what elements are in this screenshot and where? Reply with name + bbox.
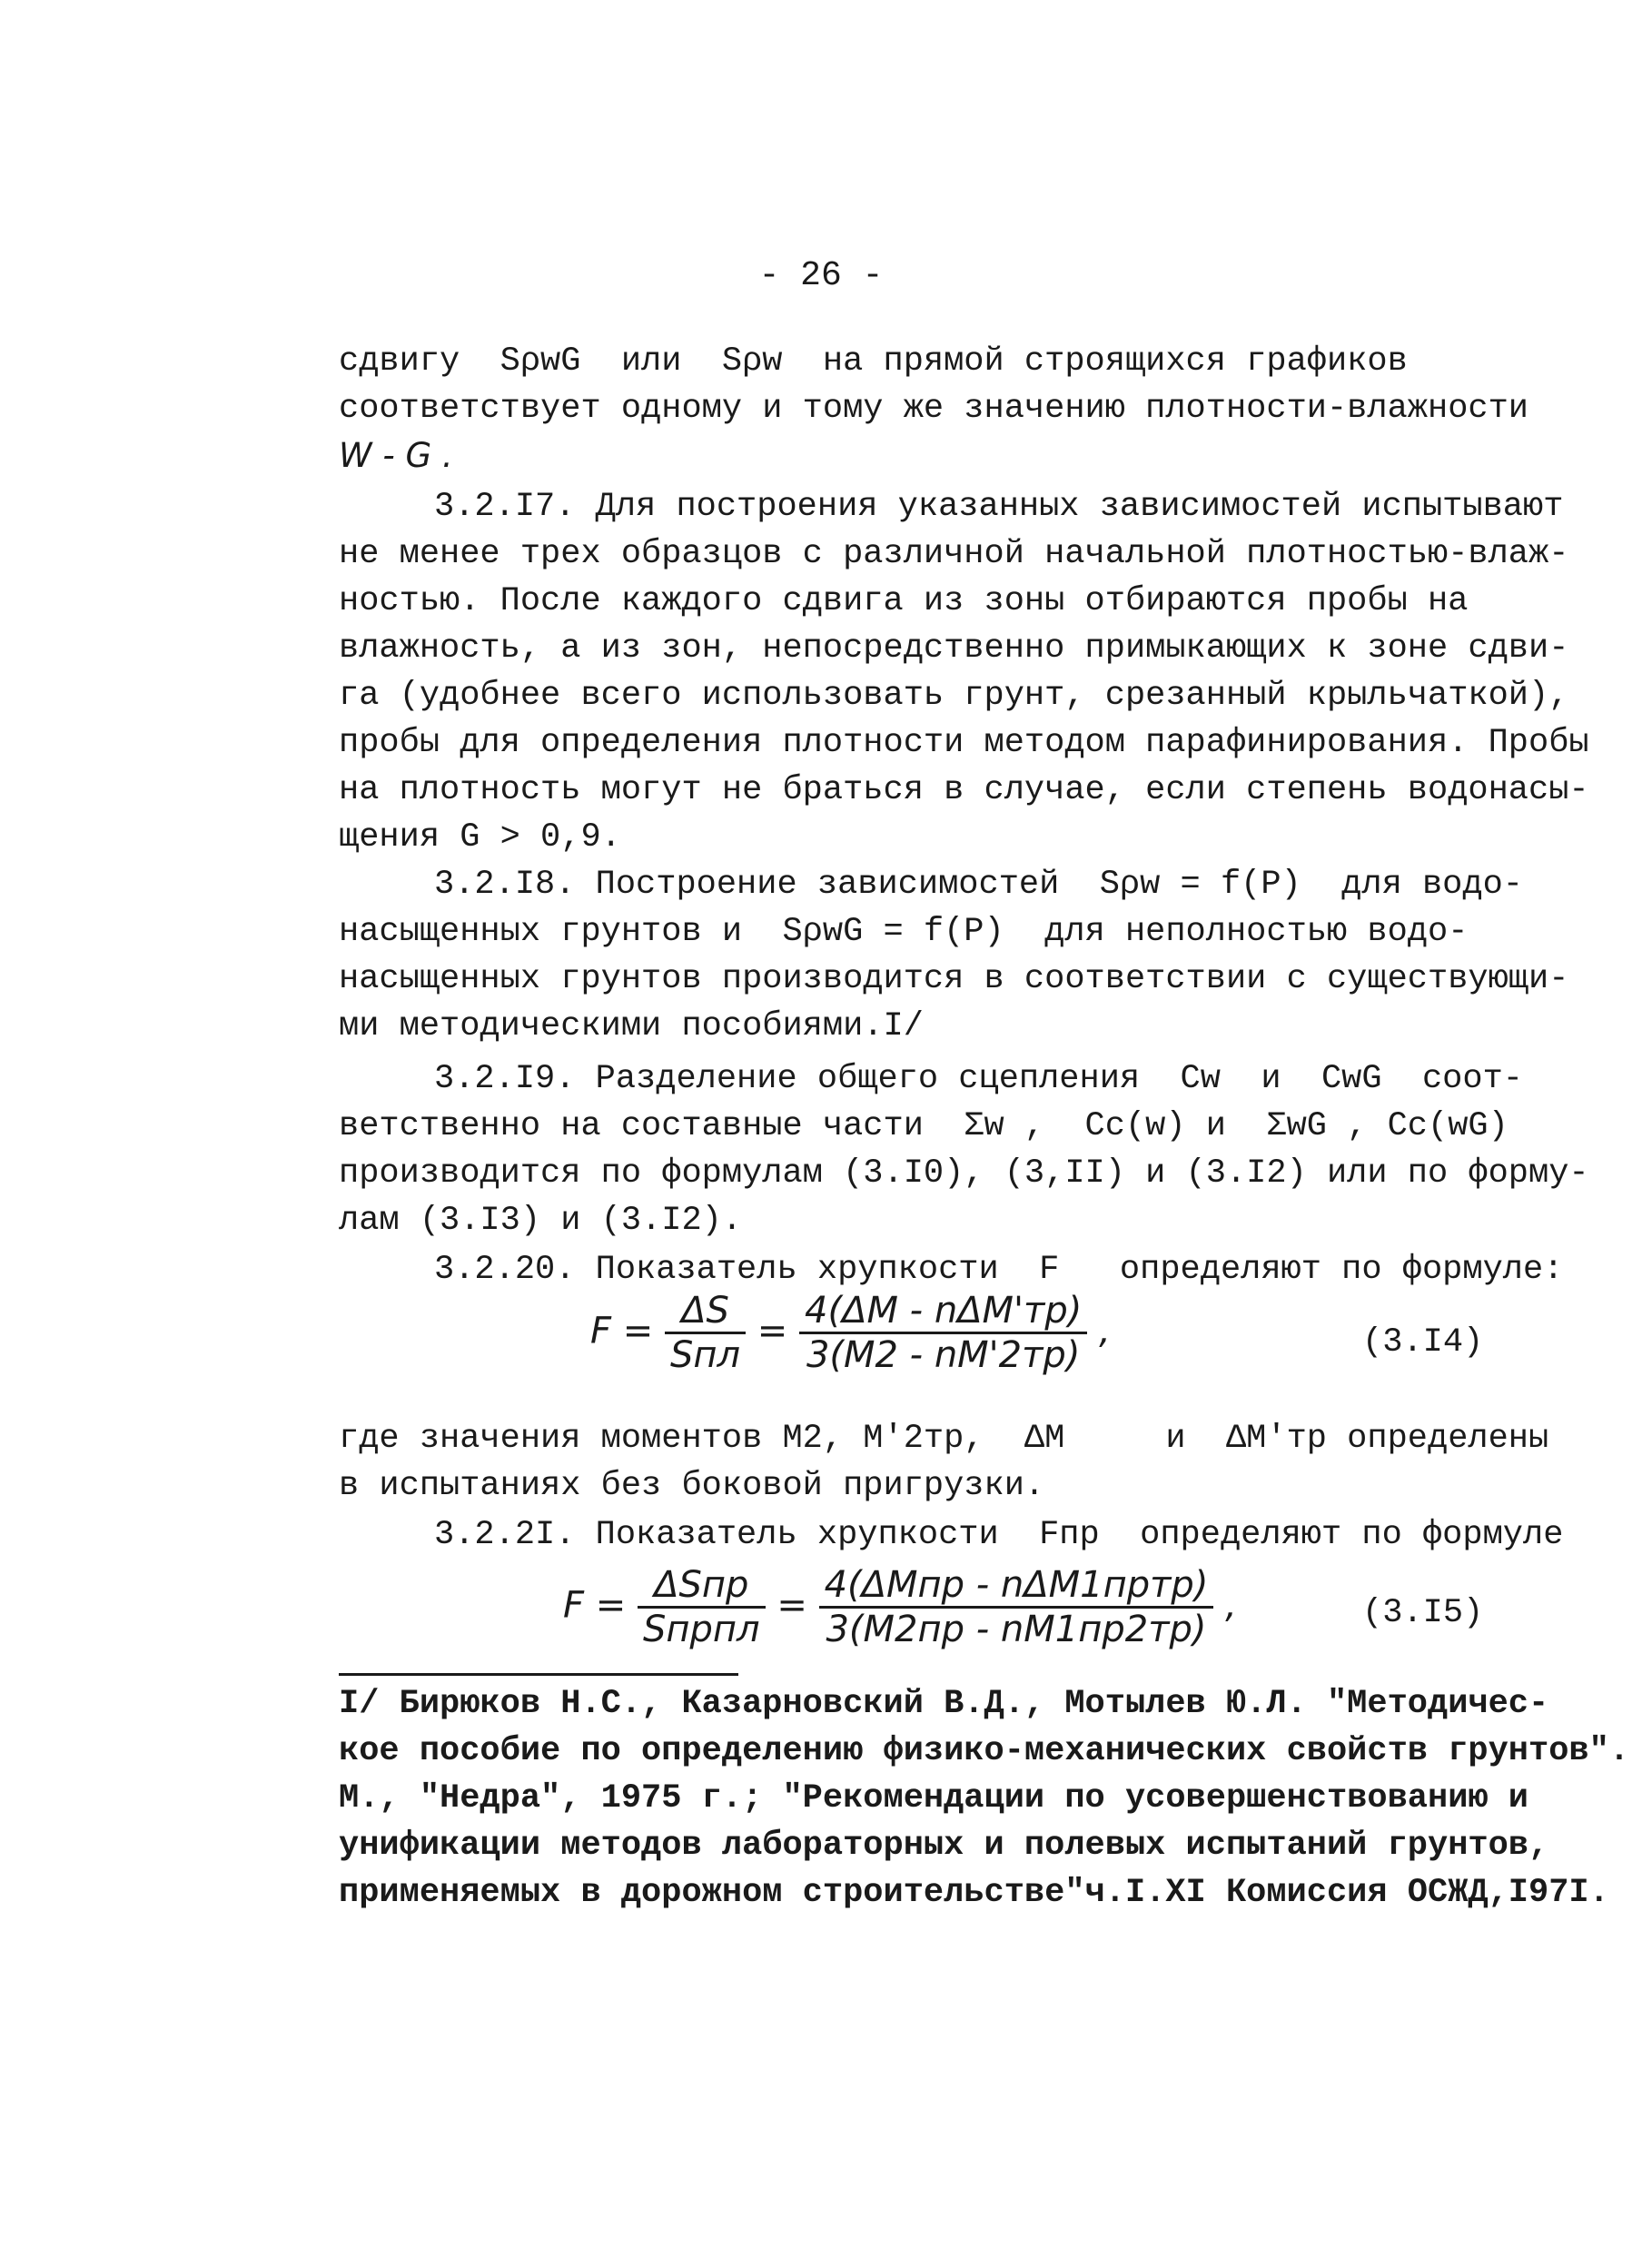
formula-3-15 [563, 1564, 1237, 1650]
footnote-line: применяемых в дорожном строительстве"ч.I.XI Комиссия ОСЖД,I97I. [339, 1874, 1609, 1912]
formula-equals: = [776, 1584, 807, 1627]
formula-fraction [819, 1564, 1214, 1650]
text-line: в испытаниях без боковой пригрузки. [339, 1467, 1045, 1505]
text-line: W - G . [339, 436, 453, 475]
text-line: 3.2.I7. Для построения указанных зависимостей испытывают [434, 488, 1564, 526]
footnote-line: М., "Недра", 1975 г.; "Рекомендации по усовершенствованию и [339, 1779, 1529, 1817]
formula-fraction [799, 1290, 1087, 1376]
text-line: производится по формулам (3.I0), (3,II) и (3.I2) или по форму- [339, 1154, 1589, 1193]
formula-denominator: Sпрпл [642, 1609, 760, 1650]
formula-denominator: Sпл [669, 1334, 741, 1376]
formula-fraction [665, 1290, 746, 1376]
text-line: на плотность могут не браться в случае, если степень водонасы- [339, 771, 1589, 809]
text-line: насыщенных грунтов производится в соответствии с существующи- [339, 960, 1569, 998]
text-line: 3.2.I9. Разделение общего сцепления Cw и CwG соот- [434, 1060, 1523, 1098]
footnote-line: унификации методов лабораторных и полевых испытаний грунтов, [339, 1827, 1549, 1865]
footnote-separator [339, 1673, 738, 1676]
text-line: 3.2.20. Показатель хрупкости F определяют по формуле: [434, 1251, 1564, 1289]
equation-number: (3.I4) [1362, 1323, 1484, 1362]
formula-numerator: 4(ΔMпр - nΔM1пртр) [819, 1564, 1214, 1609]
formula-denominator: 3(M2 - nM'2тр) [806, 1334, 1081, 1376]
formula-numerator: 4(ΔM - nΔM'тр) [799, 1290, 1087, 1334]
text-line: 3.2.I8. Построение зависимостей Sρw = f(P) для водо- [434, 866, 1523, 904]
formula-lhs: F = [590, 1310, 654, 1352]
formula-3-14 [590, 1290, 1111, 1376]
text-line: ветственно на составные части Σw , Cc(w) и ΣwG , Cc(wG) [339, 1107, 1508, 1145]
formula-tail: , [1225, 1584, 1237, 1627]
text-line: ми методическими пособиями.I/ [339, 1007, 924, 1045]
text-line: сдвигу SρwG или Sρw на прямой строящихся графиков [339, 342, 1408, 381]
formula-numerator: ΔSпр [638, 1564, 766, 1609]
text-line: насыщенных грунтов и SρwG = f(P) для неполностью водо- [339, 913, 1469, 951]
formula-fraction [638, 1564, 766, 1650]
equation-number: (3.I5) [1362, 1594, 1484, 1632]
formula-numerator: ΔS [665, 1290, 746, 1334]
text-line: где значения моментов M2, M'2тр, ΔM и ΔM'тр определены [339, 1420, 1549, 1458]
text-line: 3.2.2I. Показатель хрупкости Fпр определяют по формуле [434, 1516, 1564, 1554]
text-line: влажность, а из зон, непосредственно примыкающих к зоне сдви- [339, 629, 1569, 668]
page-number: - 26 - [758, 256, 884, 295]
text-line: пробы для определения плотности методом парафинирования. Пробы [339, 724, 1589, 762]
text-line: не менее трех образцов с различной начальной плотностью-влаж- [339, 535, 1569, 573]
footnote-line: I/ Бирюков Н.С., Казарновский В.Д., Мотылев Ю.Л. "Методичес- [339, 1685, 1549, 1723]
formula-tail: , [1099, 1310, 1111, 1352]
text-line: щения G > 0,9. [339, 818, 621, 857]
text-line: соответствует одному и тому же значению плотности-влажности [339, 390, 1529, 428]
text-line: га (удобнее всего использовать грунт, срезанный крыльчаткой), [339, 677, 1569, 715]
text-line: ностью. После каждого сдвига из зоны отбираются пробы на [339, 582, 1469, 620]
formula-lhs: F = [563, 1584, 627, 1627]
text-line: лам (3.I3) и (3.I2). [339, 1202, 743, 1240]
formula-denominator: 3(M2пр - nM1пр2тр) [826, 1609, 1207, 1650]
footnote-line: кое пособие по определению физико-механических свойств грунтов". [339, 1732, 1630, 1770]
formula-equals: = [757, 1310, 788, 1352]
